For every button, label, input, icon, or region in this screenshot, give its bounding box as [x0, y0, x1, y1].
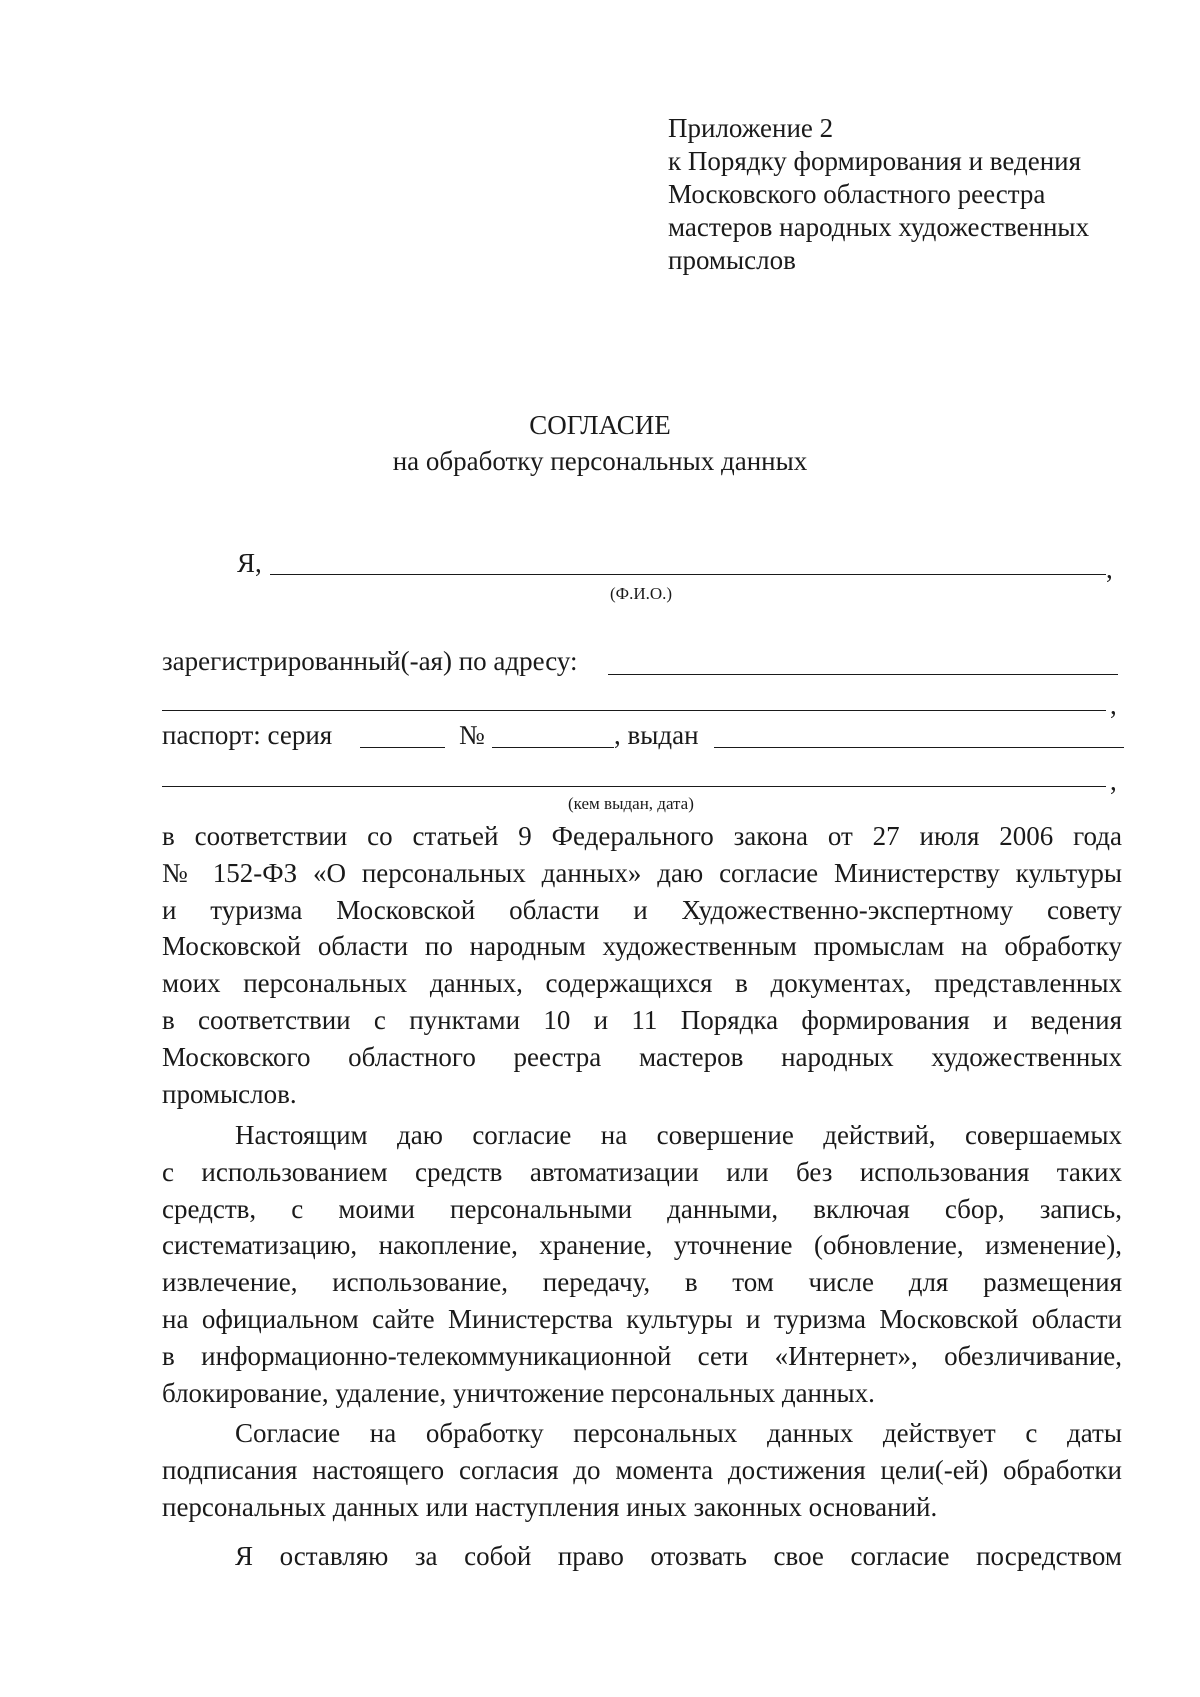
text-line: моих персональных данных, содержащихся в документах, представленных	[162, 968, 1122, 999]
text-line: Согласие на обработку персональных данных действует с даты	[235, 1418, 1122, 1448]
text-line: Я оставляю за собой право отозвать свое согласие посредством	[235, 1541, 1122, 1571]
text-line: Московского областного реестра мастеров народных художественных	[162, 1041, 1122, 1072]
address-label: зарегистрированный(-ая) по адресу:	[162, 646, 578, 676]
document-subtitle: на обработку персональных данных	[392, 446, 808, 476]
appendix-line: к Порядку формирования и ведения	[668, 146, 1082, 176]
text-line: и туризма Московской области и Художественно-экспертному совету	[162, 894, 1122, 925]
text-line: персональных данных или наступления иных законных оснований.	[162, 1491, 938, 1522]
text-line: блокирование, удаление, уничтожение персональных данных.	[162, 1377, 875, 1408]
text-line: извлечение, использование, передачу, в том числе для размещения	[162, 1267, 1122, 1298]
fio-hint: (Ф.И.О.)	[610, 584, 673, 603]
text-line: промыслов.	[162, 1078, 297, 1109]
passport-number-field[interactable]	[492, 747, 614, 748]
text-line: на официальном сайте Министерства культуры и туризма Московской области	[162, 1303, 1122, 1334]
text-line: с использованием средств автоматизации или без использования таких	[162, 1156, 1122, 1187]
appendix-line: мастеров народных художественных	[668, 212, 1090, 242]
document-title: СОГЛАСИЕ	[529, 410, 671, 440]
text-line: в соответствии со статьей 9 Федерального закона от 27 июля 2006 года	[162, 821, 1122, 851]
text-line: № 152-ФЗ «О персональных данных» даю согласие Министерству культуры	[162, 857, 1122, 888]
paragraph-4	[162, 1538, 1122, 1575]
i-label: Я,	[237, 548, 262, 578]
text-line: Московской области по народным художественным промыслам на обработку	[162, 931, 1122, 962]
issued-by-field[interactable]	[714, 747, 1124, 748]
passport-series-field[interactable]	[360, 747, 445, 748]
appendix-line: промыслов	[668, 245, 796, 275]
issued-by-field-line2[interactable]	[162, 786, 1106, 787]
address-comma: ,	[1110, 690, 1117, 720]
text-line: систематизацию, накопление, хранение, уточнение (обновление, изменение),	[162, 1230, 1122, 1261]
text-line: подписания настоящего согласия до момента достижения цели(-ей) обработки	[162, 1454, 1122, 1485]
paragraph-3	[162, 1415, 1122, 1525]
text-line: в соответствии с пунктами 10 и 11 Порядка формирования и ведения	[162, 1004, 1122, 1035]
address-field-line2[interactable]	[162, 710, 1106, 711]
issued-hint: (кем выдан, дата)	[568, 794, 694, 813]
text-line: Настоящим даю согласие на совершение действий, совершаемых	[235, 1120, 1122, 1150]
text-line: средств, с моими персональными данными, включая сбор, запись,	[162, 1193, 1122, 1224]
appendix-header	[668, 112, 1089, 277]
paragraph-1	[162, 818, 1122, 1112]
passport-label: паспорт: серия	[162, 720, 333, 750]
text-line: в информационно-телекоммуникационной сети «Интернет», обезличивание,	[162, 1340, 1122, 1371]
passport-number-label: №	[459, 720, 485, 750]
address-field[interactable]	[608, 674, 1118, 675]
paragraph-2	[162, 1117, 1122, 1411]
issued-comma: ,	[1110, 766, 1117, 796]
appendix-line: Приложение 2	[668, 113, 834, 143]
appendix-line: Московского областного реестра	[668, 179, 1046, 209]
fio-field[interactable]	[270, 574, 1106, 575]
issued-label: , выдан	[614, 720, 699, 750]
fio-comma: ,	[1106, 554, 1113, 584]
